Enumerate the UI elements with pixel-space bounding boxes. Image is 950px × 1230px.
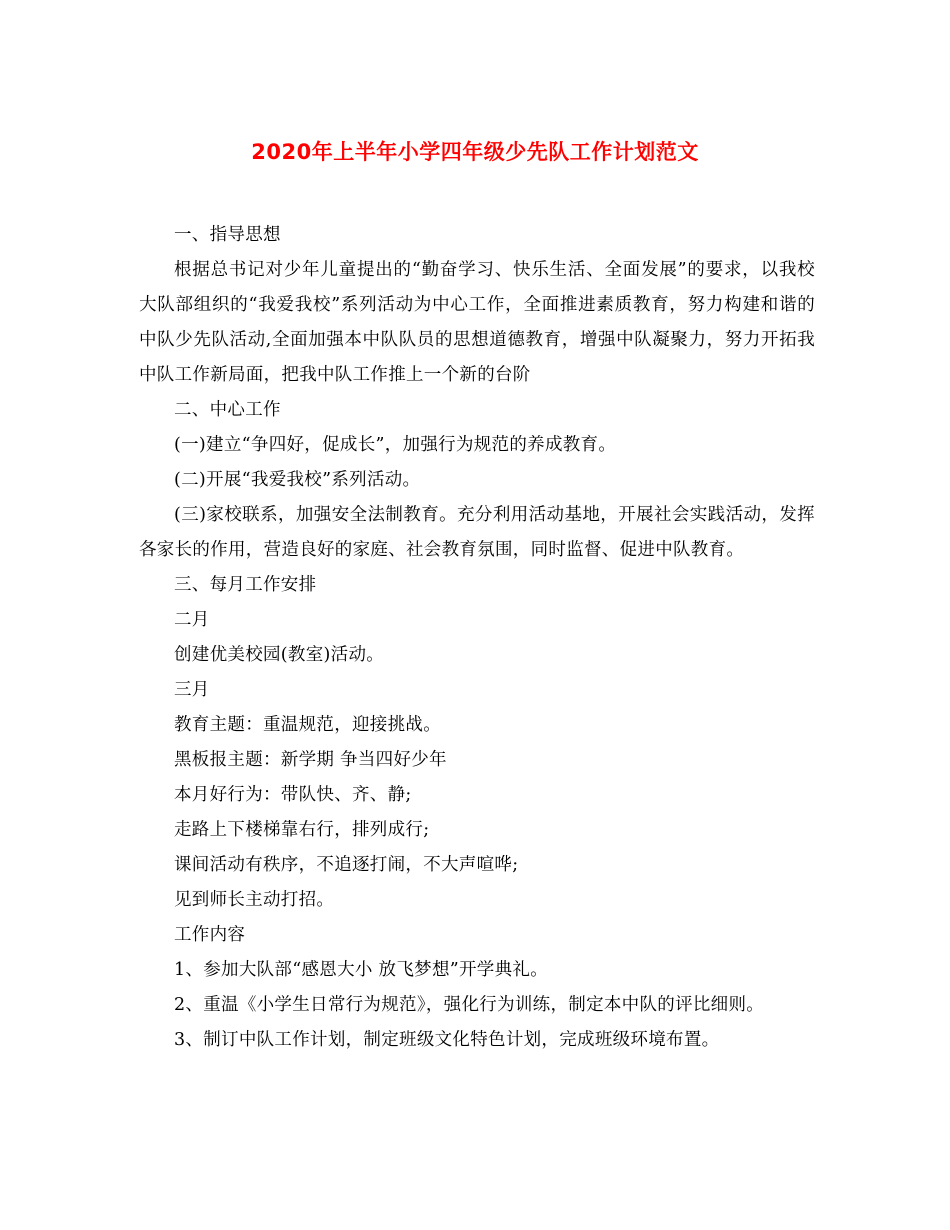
february-activity: 创建优美校园(教室)活动。 [174, 645, 385, 665]
heading-monthly-schedule: 三、每月工作安排 [174, 575, 317, 595]
work-content-item-2: 2、重温《小学生日常行为规范》，强化行为训练，制定本中队的评比细则。 [174, 995, 765, 1015]
paragraph-item-1: (一)建立“争四好，促成长”，加强行为规范的养成教育。 [174, 435, 617, 455]
paragraph-item-2: (二)开展“我爱我校”系列活动。 [174, 470, 421, 490]
heading-guiding-thought: 一、指导思想 [174, 225, 281, 245]
work-content-item-3: 3、制订中队工作计划，制定班级文化特色计划，完成班级环境布置。 [174, 1030, 720, 1050]
march-education-theme: 教育主题：重温规范，迎接挑战。 [174, 715, 441, 735]
month-march: 三月 [174, 680, 210, 700]
paragraph-item-3: (三)家校联系，加强安全法制教育。充分利用活动基地，开展社会实践活动，发挥各家长的作用，营造良好的家庭、社会教育氛围，同时监督、促进中队教育。 [139, 505, 815, 560]
march-behavior-greeting: 见到师长主动打招。 [174, 890, 335, 910]
document-body [139, 218, 815, 1058]
march-good-behavior: 本月好行为：带队快、齐、静; [174, 785, 412, 805]
work-content-item-1: 1、参加大队部“感恩大小 放飞梦想”开学典礼。 [174, 960, 548, 980]
heading-work-content: 工作内容 [174, 925, 246, 945]
month-february: 二月 [174, 610, 210, 630]
march-behavior-recess: 课间活动有秩序，不追逐打闹，不大声喧哗; [174, 855, 519, 875]
heading-central-work: 二、中心工作 [174, 400, 281, 420]
march-behavior-stairs: 走路上下楼梯靠右行，排列成行; [174, 820, 430, 840]
march-blackboard-theme: 黑板报主题：新学期 争当四好少年 [174, 750, 447, 770]
document-title: 2020年上半年小学四年级少先队工作计划范文 [251, 140, 699, 164]
paragraph-guiding-thought: 根据总书记对少年儿童提出的“勤奋学习、快乐生活、全面发展”的要求，以我校大队部组织的“我爱我校”系列活动为中心工作，全面推进素质教育，努力构建和谐的中队少先队活动,全面加强本中队队员的思想道德教育，增强中队凝聚力，努力开拓我中队工作新局面，把我中队工作推上一个新的台阶 [139, 260, 815, 385]
